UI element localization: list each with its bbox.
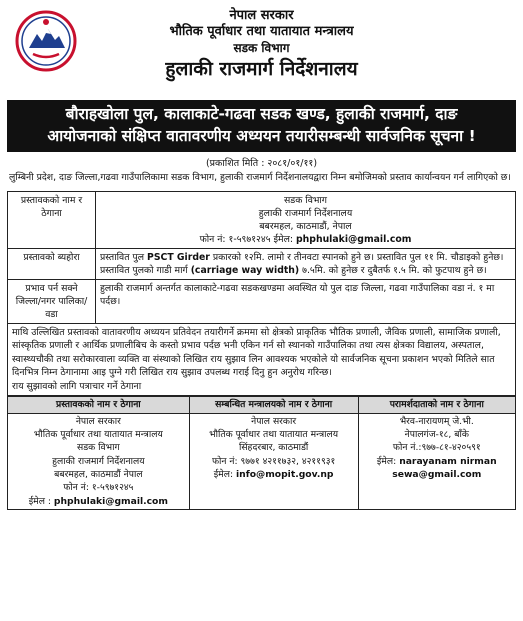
contact-line: नेपाल सरकार	[251, 415, 297, 427]
contact-phone: फोन नं: ९७७१ ४२११७३२, ४२११९३१	[211, 455, 336, 467]
proponent-phone: फोन नं: १-५९७१२४५ ईमेल:	[199, 233, 294, 245]
notice-header	[7, 8, 516, 100]
ministry-column-header: सम्बन्धित मन्त्रालयको नाम र ठेगाना	[189, 397, 358, 413]
description-part-a: प्रस्तावित पुल	[100, 251, 145, 263]
contact-line: भौतिक पूर्वाधार तथा यातायात मन्त्रालय	[209, 429, 339, 441]
table-row	[8, 248, 516, 279]
consultant-email-part-2[interactable]: sewa@gmail.com	[392, 469, 482, 481]
proponent-email[interactable]: phphulaki@gmail.com	[53, 495, 168, 507]
contact-line: भैरव-नारायणम् जे.भी.	[399, 415, 474, 427]
contact-phone: फोन नं: १-५९७१२४५	[63, 482, 134, 494]
contact-email-line	[362, 455, 512, 468]
department-title: सडक विभाग	[233, 40, 290, 55]
ministry-title: भौतिक पूर्वाधार तथा यातायात मन्त्रालय	[169, 24, 354, 40]
proponent-contact	[100, 233, 511, 246]
contact-line: भौतिक पूर्वाधार तथा यातायात मन्त्रालय	[33, 429, 163, 441]
affected-area-label: प्रभाव पर्न सक्ने जिल्ला/नगर पालिका/वडा	[8, 279, 96, 323]
project-info-table	[7, 191, 516, 324]
intro-paragraph: लुम्बिनी प्रदेश, दाङ जिल्ला,गढवा गाउँपालिकामा सडक विभाग, हुलाकी राजमार्ग निर्देशनालयद्वारा निम्न बमोजिमको प्रस्ताव कार्यान्वयन गर्न लागिएको छ।	[9, 172, 511, 184]
table-row	[8, 279, 516, 323]
notice-paragraph	[7, 324, 516, 396]
contact-email-line	[11, 495, 186, 508]
description-text	[96, 248, 516, 279]
contact-line: सडक विभाग	[77, 442, 120, 454]
description-part-e: ७.५मि. को हुनेछ र दुबैतर्फ १.५ मि. को फुटपाथ हुने छ।	[302, 264, 487, 276]
consultant-email-part-1[interactable]: narayanam nirman	[399, 455, 497, 467]
ministry-email[interactable]: info@mopit.gov.np	[236, 469, 334, 481]
ministry-contact-cell	[189, 413, 358, 509]
carriage-way-term: (carriage way width)	[190, 264, 300, 276]
proponent-line-1: सडक विभाग	[283, 194, 328, 206]
email-label: ईमेल :	[28, 495, 51, 507]
government-title: नेपाल सरकार	[229, 8, 294, 23]
contact-line: बबरमहल, काठमाडौं नेपाल	[54, 469, 143, 481]
proponent-column-header: प्रस्तावकको नाम र ठेगाना	[8, 397, 190, 413]
proponent-label: प्रस्तावकको नाम र ठेगाना	[8, 191, 96, 248]
contact-line: नेपाल सरकार	[75, 415, 121, 427]
email-label: ईमेल:	[376, 455, 397, 467]
notice-body: माथि उल्लिखित प्रस्तावको वातावरणीय अध्ययन प्रतिवेदन तयारीगर्ने क्रममा सो क्षेत्रको प्राकृतिक भौतिक प्रणाली, जैविक प्रणाली, सामाजिक प्रणाली, सांस्कृतिक प्रणाली र आर्थिक प्रणालीबिच के कस्तो प्रभाव पर्दछ भनी एकिन गर्न सो स्थानको गाउँपालिका तथा त्यस क्षेत्रका विद्यालय, अस्पताल, स्वास्थ्यचौकी तथा सरोकारवाला व्यक्ति वा संस्थाको लिखित राय सुझाव लिन आवश्यक भएकोले यो सार्वजनिक सूचना प्रकाशन भएको मितिले सात दिनभित्र निम्न ठेगानामा आइ पुग्ने गरी लिखित राय सुझाव उपलब्ध गराई दिनु हुन अनुरोध गरिन्छ।	[12, 326, 501, 379]
consultant-contact-cell	[358, 413, 515, 509]
contacts-header-row	[8, 397, 516, 413]
proponent-contact-cell	[8, 413, 190, 509]
proponent-line-2: हुलाकी राजमार्ग निर्देशनालय	[258, 207, 353, 219]
government-emblem-icon	[15, 10, 77, 72]
banner-line-1: बौराहखोला पुल, कालाकाटे-गढवा सडक खण्ड, हुलाकी राजमार्ग, दाङ	[65, 105, 458, 123]
contact-email-line	[193, 468, 355, 481]
proponent-details	[96, 191, 516, 248]
proponent-email-link[interactable]: phphulaki@gmail.com	[296, 233, 412, 245]
contact-line: हुलाकी राजमार्ग निर्देशनालय	[52, 455, 145, 467]
contact-phone: फोन नं.:९७७-८१-४२०५९१	[392, 442, 481, 454]
contacts-row	[8, 413, 516, 509]
contact-caption: राय सुझावको लागि पत्राचार गर्ने ठेगाना	[12, 380, 142, 392]
contacts-table	[7, 396, 516, 510]
publication-date: (प्रकाशित मिति : २०८१/०१/११)	[205, 158, 318, 170]
consultant-column-header: परामर्शदाताको नाम र ठेगाना	[358, 397, 515, 413]
banner-line-2: आयोजनाको संक्षिप्त वातावरणीय अध्ययन तयारीसम्बन्धी सार्वजनिक सूचना !	[47, 126, 476, 145]
proponent-line-3: बबरमहल, काठमाडौं, नेपाल	[259, 220, 352, 232]
contact-line: सिंहदरबार, काठमाडौं	[238, 442, 309, 454]
directorate-title: हुलाकी राजमार्ग निर्देशनालय	[165, 57, 358, 80]
email-label: ईमेल:	[213, 469, 234, 481]
table-row	[8, 191, 516, 248]
description-part-c: प्रकारको १२मि. लामो र तीनवटा स्पानको हुने छ। प्रस्तावित पुल ११ मि. चौडाइको हुनेछ। प्रस्तावित पुलको गाडी मार्ग	[100, 251, 504, 276]
description-label: प्रस्तावको ब्यहोरा	[8, 248, 96, 279]
girder-type: PSCT Girder	[147, 251, 210, 263]
affected-area-text: हुलाकी राजमार्ग अन्तर्गत कालाकाटे-गढवा सडकखण्डमा अवस्थित यो पुल दाङ जिल्ला, गढवा गाउँपालिका वडा नं. १ मा पर्दछ।	[96, 279, 516, 323]
contact-line: नेपालगंज-१८, बाँके	[404, 429, 469, 441]
notice-banner	[7, 100, 516, 152]
